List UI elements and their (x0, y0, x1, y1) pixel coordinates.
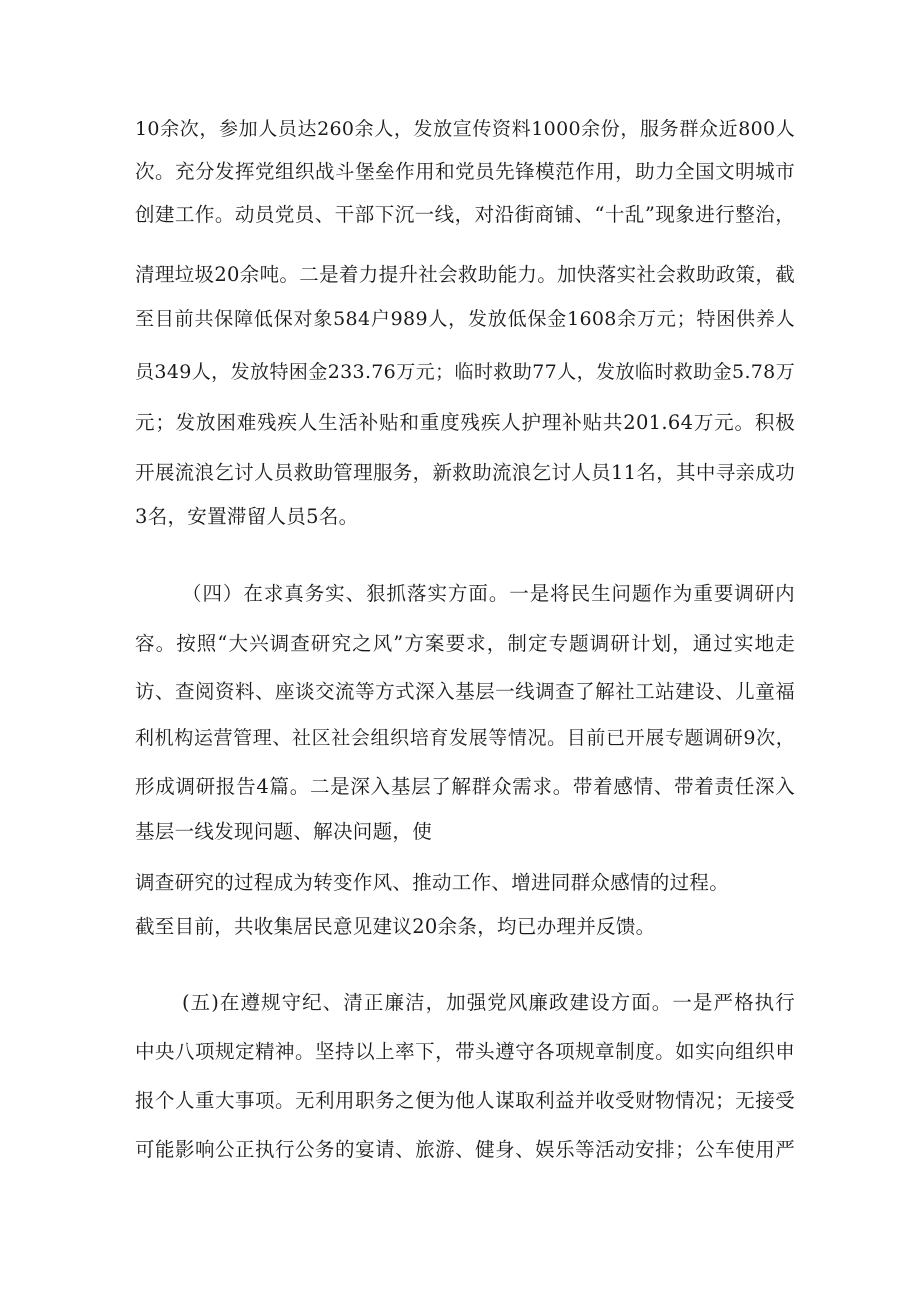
text-line: 利机构运营管理、社区社会组织培育发展等情况。目前已开展专题调研9次， (135, 727, 795, 749)
text-line: 容。按照“大兴调查研究之风”方案要求，制定专题调研计划，通过实地走 (135, 632, 795, 655)
text-line: 创建工作。动员党员、干部下沉一线，对沿街商铺、“十乱”现象进行整治， (135, 203, 795, 226)
text-line: 访、查阅资料、座谈交流等方式深入基层一线调查了解社工站建设、儿童福 (135, 680, 795, 703)
section-heading-line: (五)在遵规守纪、清正廉洁，加强党风廉政建设方面。一是严格执行 (182, 991, 795, 1014)
text-line: 基层一线发现问题、解决问题，使 (135, 820, 433, 843)
text-line: 元；发放困难残疾人生活补贴和重度残疾人护理补贴共201.64万元。积极 (135, 411, 795, 434)
section-heading-line: （四）在求真务实、狠抓落实方面。一是将民生问题作为重要调研内 (182, 582, 795, 605)
text-line: 开展流浪乞讨人员救助管理服务，新救助流浪乞讨人员11名，其中寻亲成功 (135, 461, 795, 484)
text-line: 调查研究的过程成为转变作风、推动工作、增进同群众感情的过程。 (135, 871, 730, 894)
text-line: 截至目前，共收集居民意见建议20余条，均已办理并反馈。 (135, 915, 656, 938)
text-line: 形成调研报告4篇。二是深入基层了解群众需求。带着感情、带着责任深入 (135, 775, 795, 798)
text-line: 次。充分发挥党组织战斗堡垒作用和党员先锋模范作用，助力全国文明城市 (135, 160, 795, 183)
text-line: 可能影响公正执行公务的宴请、旅游、健身、娱乐等活动安排；公车使用严 (135, 1138, 795, 1161)
text-line: 清理垃圾20余吨。二是着力提升社会救助能力。加快落实社会救助政策，截 (135, 263, 795, 286)
text-line: 至目前共保障低保对象584户989人，发放低保金1608余万元；特困供养人 (135, 308, 795, 330)
text-line: 3名，安置滞留人员5名。 (135, 505, 359, 528)
text-line: 中央八项规定精神。坚持以上率下，带头遵守各项规章制度。如实向组织申 (135, 1040, 795, 1063)
text-line: 员349人，发放特困金233.76万元；临时救助77人，发放临时救助金5.78万 (135, 361, 795, 383)
text-line: 10余次，参加人员达260余人，发放宣传资料1000余份，服务群众近800人 (135, 118, 795, 140)
text-line: 报个人重大事项。无利用职务之便为他人谋取利益并收受财物情况；无接受 (135, 1089, 795, 1112)
